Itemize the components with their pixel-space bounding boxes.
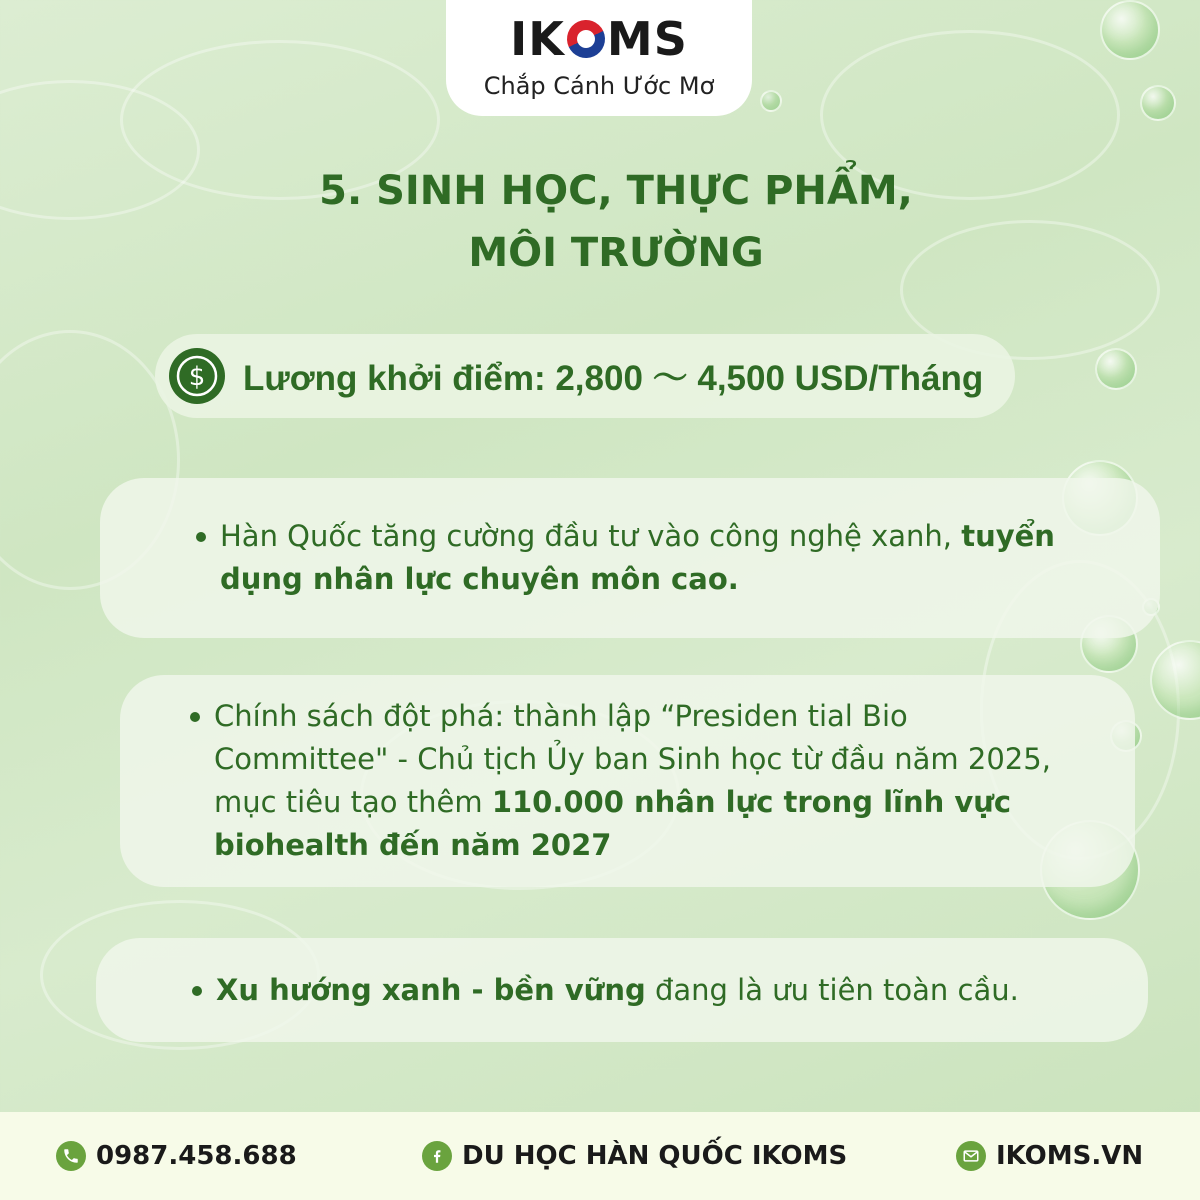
point-text-normal: đang là ưu tiên toàn cầu.: [645, 972, 1019, 1007]
facebook-icon: [422, 1141, 452, 1171]
bubble: [1100, 0, 1160, 60]
svg-text:$: $: [188, 362, 206, 392]
taegeuk-icon: [561, 14, 611, 64]
footer-phone[interactable]: [56, 1112, 297, 1200]
mail-icon: [956, 1141, 986, 1171]
page-title: [0, 160, 1200, 284]
list-item: [192, 969, 1019, 1012]
title-line-1: 5. SINH HỌC, THỰC PHẨM,: [319, 168, 913, 214]
salary-text: Lương khởi điểm: 2,800 〜 4,500 USD/Tháng: [243, 359, 984, 398]
logo-tagline: Chắp Cánh Ước Mơ: [483, 72, 715, 100]
list-item: [190, 695, 1075, 867]
logo-text-right: MS: [606, 12, 688, 66]
point-text-bold: 110.000 nhân lực trong lĩnh vực biohealth đến năm 2027: [214, 785, 1012, 862]
list-item: [196, 515, 1070, 601]
info-card-3: [96, 938, 1148, 1042]
bullet-icon: [196, 532, 206, 542]
point-text-normal: Chính sách đột phá: thành lập “Presiden tial Bio Committee" - Chủ tịch Ủy ban Sinh học từ đầu năm 2025, mục tiêu tạo thêm: [214, 699, 1051, 819]
info-card-2: [120, 675, 1135, 887]
bullet-icon: [190, 712, 200, 722]
bubble: [760, 90, 782, 112]
title-line-2: MÔI TRƯỜNG: [468, 230, 764, 276]
footer-website[interactable]: [956, 1112, 1143, 1200]
phone-number: 0987.458.688: [96, 1141, 297, 1171]
point-text-normal: Hàn Quốc tăng cường đầu tư vào công nghệ xanh,: [220, 519, 962, 553]
point-text: [216, 969, 1019, 1012]
bubble: [1140, 85, 1176, 121]
brand-logo: [446, 0, 752, 116]
info-card-1: [100, 478, 1160, 638]
bubble: [1095, 348, 1137, 390]
footer-bar: [0, 1112, 1200, 1200]
point-text: [220, 515, 1070, 601]
bullet-icon: [192, 986, 202, 996]
salary-banner: [155, 334, 1015, 418]
point-text: [214, 695, 1075, 867]
dollar-icon: [169, 348, 225, 404]
phone-icon: [56, 1141, 86, 1171]
facebook-page-name: DU HỌC HÀN QUỐC IKOMS: [462, 1141, 848, 1171]
footer-facebook[interactable]: [422, 1112, 847, 1200]
point-text-bold: Xu hướng xanh - bền vững: [216, 972, 646, 1007]
logo-wordmark: [510, 12, 688, 66]
website-url: IKOMS.VN: [996, 1141, 1144, 1171]
point-text-bold: tuyển dụng nhân lực chuyên môn cao.: [220, 519, 1055, 596]
logo-text-left: IK: [510, 12, 565, 66]
